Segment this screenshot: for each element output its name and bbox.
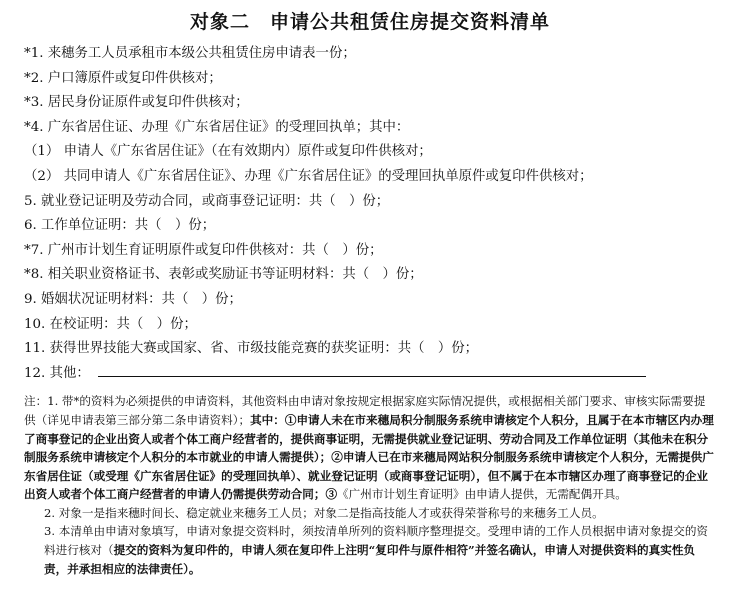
checklist-item-11 xyxy=(24,337,716,362)
item-text: 相关职业资格证书、表彰或奖励证书等证明材料：共（ ）份； xyxy=(47,267,423,283)
item-number: *4. xyxy=(24,119,44,135)
item-text: 获得世界技能大赛或国家、省、市级技能竞赛的获奖证明：共（ ）份； xyxy=(49,341,479,357)
note-1 xyxy=(24,392,716,504)
checklist-item-3 xyxy=(24,91,716,116)
item-text: 来穗务工人员承租市本级公共租赁住房申请表一份； xyxy=(47,46,356,61)
notes-section xyxy=(24,392,716,578)
item-text: 其他： xyxy=(49,365,90,381)
item-number: （1） xyxy=(24,144,60,160)
checklist xyxy=(24,42,716,386)
item-number: 5. xyxy=(24,193,37,209)
note-1-suffix-text: 《广州市计划生育证明》由申请人提供，无需配偶开具。 xyxy=(337,487,627,502)
checklist-item-1 xyxy=(24,42,716,67)
item-text: 申请人《广东省居住证》（在有效期内）原件或复印件供核对； xyxy=(63,144,432,160)
item-text: 工作单位证明：共（ ）份； xyxy=(41,218,216,234)
item-text: 广州市计划生育证明原件或复印件供核对：共（ ）份； xyxy=(47,242,383,258)
page-title: 对象二 申请公共租赁住房提交资料清单 xyxy=(189,11,550,33)
item-text: 共同申请人《广东省居住证》、办理《广东省居住证》的受理回执单原件或复印件供核对； xyxy=(63,168,593,184)
item-number: （2） xyxy=(24,168,60,184)
item-text: 婚姻状况证明材料：共（ ）份； xyxy=(41,291,242,307)
item-text: 广东省居住证、办理《广东省居住证》的受理回执单；其中： xyxy=(47,119,410,135)
item-number: 10. xyxy=(24,316,46,332)
item-number: *7. xyxy=(24,242,44,258)
checklist-item-12 xyxy=(24,362,716,387)
checklist-item-7 xyxy=(24,239,716,264)
checklist-item-9 xyxy=(24,288,716,313)
item-text: 就业登记证明及劳动合同，或商事登记证明：共（ ）份； xyxy=(41,193,390,209)
checklist-item-5 xyxy=(24,190,716,215)
checklist-subitem-1 xyxy=(24,140,716,165)
note-3 xyxy=(24,522,716,578)
note-3-text: 3. 本清单由申请对象填写，申请对象提交资料时，须按清单所列的资料顺序整理提交。受理申请的工作人员根据申请对象提交的资料进行核对（ xyxy=(44,524,709,558)
note-1-bold-text: 其中：①申请人未在市来穗局积分制服务系统申请核定个人积分，且属于在本市辖区内办理了商事登记的企业出资人或者个体工商户经营者的，提供商事证明，无需提供就业登记证明、劳动合同及工作单位证明（其他未在积分制服务系统申请核定个人积分的本市就业的申请人需提供）；②申请人已在市来穗局网站积分制服务系统申请核定个人积分，无需提供广东省居住证（或受理《广东省居住证》的受理回执单）、就业登记证明（或商事登记证明），但不属于在本市辖区办理了商事登记的企业出资人或者个体工商户经营者的申请人仍需提供劳动合同；③ xyxy=(24,412,714,502)
checklist-item-6 xyxy=(24,214,716,239)
item-number: *3. xyxy=(24,95,44,111)
note-2: 2. 对象一是指来穗时间长、稳定就业来穗务工人员；对象二是指高技能人才或获得荣誉称号的来穗务工人员。 xyxy=(44,505,604,520)
note-1-text: 注：1. 带*的资料为必须提供的申请资料，其他资料由申请对象按规定根据家庭实际情况提供，或根据相关部门要求、审核实际需要提供（详见申请表第三部分第二条申请资料）； xyxy=(24,394,706,427)
item-number: *8. xyxy=(24,267,44,283)
item-text: 居民身份证原件或复印件供核对； xyxy=(47,95,249,111)
checklist-item-8 xyxy=(24,263,716,288)
item-number: 6. xyxy=(24,218,37,234)
note-3-bold-text: 提交的资料为复印件的，申请人须在复印件上注明“复印件与原件相符”并签名确认，申请人对提供资料的真实性负责，并承担相应的法律责任）。 xyxy=(44,543,696,576)
item-number: 11. xyxy=(24,341,46,357)
checklist-item-2 xyxy=(24,67,716,92)
item-text: 在校证明：共（ ）份； xyxy=(49,316,197,332)
item-number: 12. xyxy=(24,365,46,381)
checklist-item-4 xyxy=(24,116,716,141)
item-text: 户口簿原件或复印件供核对； xyxy=(47,70,222,86)
item-number: *2. xyxy=(24,70,44,86)
checklist-subitem-2 xyxy=(24,165,716,190)
checklist-item-10 xyxy=(24,313,716,338)
item-number: 9. xyxy=(24,291,37,307)
item-number: *1. xyxy=(24,46,44,61)
other-blank-line xyxy=(98,362,646,377)
